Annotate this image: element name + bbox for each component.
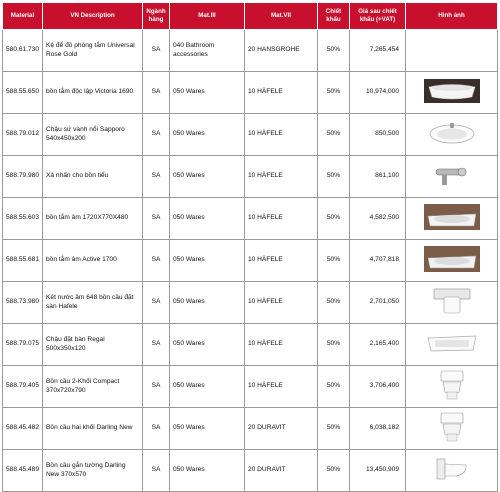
cell-discount: 50% xyxy=(318,324,350,366)
cell-category: SA xyxy=(143,324,170,366)
two-piece-toilet-icon xyxy=(435,412,469,442)
cell-mat-vii: 10 HÄFELE xyxy=(245,114,318,156)
product-price-table xyxy=(2,2,498,492)
cell-description: bồn tắm âm 1720X770X480 xyxy=(43,198,143,240)
cell-category: SA xyxy=(143,282,170,324)
table-row xyxy=(3,324,498,366)
cell-mat-vii: 10 HÄFELE xyxy=(245,198,318,240)
cell-mat-iii: 050 Wares xyxy=(170,114,245,156)
table-row xyxy=(3,30,498,72)
cell-discount: 50% xyxy=(318,240,350,282)
table-row xyxy=(3,282,498,324)
cell-image xyxy=(406,198,498,240)
table-row xyxy=(3,450,498,492)
cell-mat-vii: 10 HÄFELE xyxy=(245,324,318,366)
cell-image xyxy=(406,240,498,282)
cell-mat-iii: 050 Wares xyxy=(170,324,245,366)
cell-discount: 50% xyxy=(318,72,350,114)
concealed-cistern-toilet-icon xyxy=(430,287,474,315)
cell-mat-iii: 050 Wares xyxy=(170,450,245,492)
cell-image xyxy=(406,114,498,156)
cell-mat-iii: 050 Wares xyxy=(170,156,245,198)
cell-mat-vii: 20 DURAVIT xyxy=(245,450,318,492)
wall-hung-toilet-icon xyxy=(434,456,470,482)
table-row xyxy=(3,156,498,198)
cell-image xyxy=(406,366,498,408)
cell-category: SA xyxy=(143,240,170,282)
header-row xyxy=(3,3,498,30)
header-discount: Chiết khấu xyxy=(318,3,350,30)
cell-image xyxy=(406,282,498,324)
cell-image xyxy=(406,72,498,114)
table-row xyxy=(3,408,498,450)
cell-material: 588.79.980 xyxy=(3,156,43,198)
cell-description: Chậu sứ vành nổi Sapporo 540x450x200 xyxy=(43,114,143,156)
cell-price: 2,701,050 xyxy=(350,282,406,324)
cell-image xyxy=(406,30,498,72)
cell-description: Bồn cầu gắn tường Darling New 370x570 xyxy=(43,450,143,492)
cell-material: 588.79.405 xyxy=(3,366,43,408)
cell-price: 10,974,000 xyxy=(350,72,406,114)
built-in-bathtub-icon xyxy=(424,204,480,230)
cell-mat-iii: 050 Wares xyxy=(170,282,245,324)
cell-mat-vii: 10 HÄFELE xyxy=(245,156,318,198)
cell-discount: 50% xyxy=(318,198,350,240)
cell-material: 588.45.489 xyxy=(3,450,43,492)
cell-material: 588.45.482 xyxy=(3,408,43,450)
cell-mat-iii: 050 Wares xyxy=(170,198,245,240)
cell-discount: 50% xyxy=(318,30,350,72)
cell-category: SA xyxy=(143,450,170,492)
freestanding-bathtub-icon xyxy=(424,79,480,103)
cell-discount: 50% xyxy=(318,366,350,408)
cell-category: SA xyxy=(143,156,170,198)
cell-price: 4,582,500 xyxy=(350,198,406,240)
cell-material: 588.79.075 xyxy=(3,324,43,366)
built-in-bathtub-icon xyxy=(424,246,480,272)
cell-image xyxy=(406,408,498,450)
cell-mat-vii: 10 HÄFELE xyxy=(245,282,318,324)
cell-price: 4,707,818 xyxy=(350,240,406,282)
header-mat-vii: Mat.VII xyxy=(245,3,318,30)
cell-description: bồn tắm âm Active 1700 xyxy=(43,240,143,282)
cell-discount: 50% xyxy=(318,408,350,450)
cell-price: 3,706,400 xyxy=(350,366,406,408)
cell-price: 850,500 xyxy=(350,114,406,156)
cell-price: 6,038,182 xyxy=(350,408,406,450)
cell-discount: 50% xyxy=(318,282,350,324)
cell-mat-iii: 050 Wares xyxy=(170,72,245,114)
cell-description: bồn tắm độc lập Victoria 1690 xyxy=(43,72,143,114)
table-row xyxy=(3,114,498,156)
cell-description: Bồn cầu 2-Khối Compact 370x720x790 xyxy=(43,366,143,408)
cell-price: 861,100 xyxy=(350,156,406,198)
cell-description: Két nước âm 648 bồn cầu đặt sàn Hafele xyxy=(43,282,143,324)
table-row xyxy=(3,198,498,240)
cell-discount: 50% xyxy=(318,114,350,156)
header-vn-description: VN Description xyxy=(43,3,143,30)
two-piece-toilet-icon xyxy=(435,370,469,400)
cell-material: 580.61.730 xyxy=(3,30,43,72)
countertop-basin-icon xyxy=(427,121,477,145)
cell-description: Chậu đặt bàn Regal 500x350x120 xyxy=(43,324,143,366)
cell-category: SA xyxy=(143,198,170,240)
cell-image xyxy=(406,156,498,198)
table-row xyxy=(3,72,498,114)
cell-category: SA xyxy=(143,72,170,114)
cell-mat-vii: 20 HANSGROHE xyxy=(245,30,318,72)
cell-mat-vii: 10 HÄFELE xyxy=(245,240,318,282)
cell-category: SA xyxy=(143,30,170,72)
cell-price: 2,165,400 xyxy=(350,324,406,366)
cell-mat-vii: 10 HÄFELE xyxy=(245,72,318,114)
cell-mat-vii: 10 HÄFELE xyxy=(245,366,318,408)
cell-mat-iii: 050 Wares xyxy=(170,408,245,450)
cell-category: SA xyxy=(143,366,170,408)
flush-valve-icon xyxy=(432,163,472,187)
cell-material: 588.55.681 xyxy=(3,240,43,282)
cell-price: 13,450,909 xyxy=(350,450,406,492)
cell-category: SA xyxy=(143,408,170,450)
table-row xyxy=(3,240,498,282)
rectangular-basin-icon xyxy=(425,332,479,354)
cell-description: Kệ để đồ phòng tắm Universal Rose Gold xyxy=(43,30,143,72)
cell-mat-iii: 050 Wares xyxy=(170,240,245,282)
cell-image xyxy=(406,450,498,492)
cell-description: Bồn cầu hai khối Darling New xyxy=(43,408,143,450)
cell-category: SA xyxy=(143,114,170,156)
header-nganh-hang: Ngành hàng xyxy=(143,3,170,30)
cell-material: 588.79.012 xyxy=(3,114,43,156)
cell-image xyxy=(406,324,498,366)
cell-discount: 50% xyxy=(318,450,350,492)
cell-price: 7,265,454 xyxy=(350,30,406,72)
cell-mat-iii: 040 Bathroom accessories xyxy=(170,30,245,72)
cell-description: Xả nhấn cho bồn tiểu xyxy=(43,156,143,198)
header-mat-iii: Mat.III xyxy=(170,3,245,30)
table-row xyxy=(3,366,498,408)
header-image: Hình ảnh xyxy=(406,3,498,30)
cell-mat-iii: 050 Wares xyxy=(170,366,245,408)
cell-discount: 50% xyxy=(318,156,350,198)
cell-mat-vii: 20 DURAVIT xyxy=(245,408,318,450)
cell-material: 588.73.980 xyxy=(3,282,43,324)
cell-material: 588.55.650 xyxy=(3,72,43,114)
header-price: Giá sau chiết khấu (+VAT) xyxy=(350,3,406,30)
header-material: Material xyxy=(3,3,43,30)
cell-material: 588.55.603 xyxy=(3,198,43,240)
